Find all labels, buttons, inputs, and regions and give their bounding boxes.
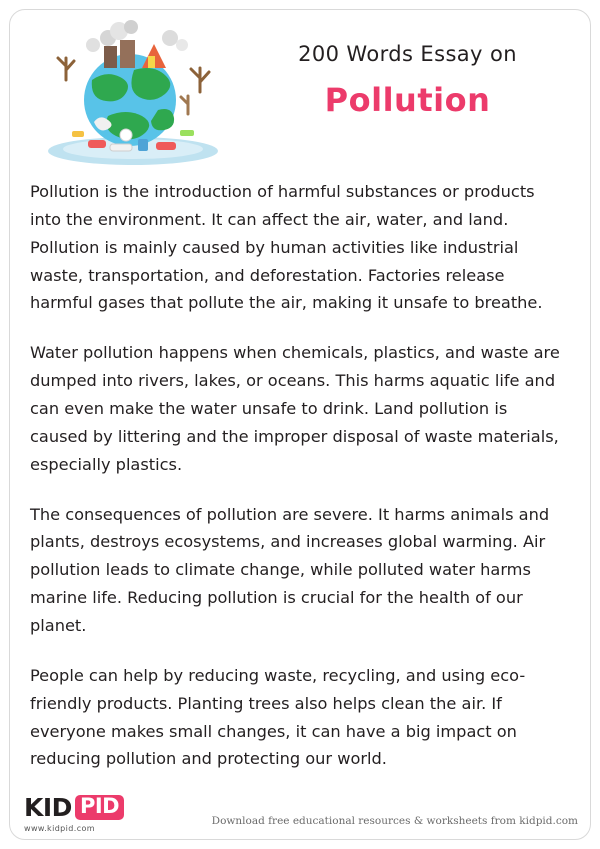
polluted-earth-illustration (30, 18, 240, 168)
page-title: Pollution (324, 81, 491, 120)
document-header (30, 18, 570, 168)
title-block (245, 42, 570, 119)
essay-subtitle: 200 Words Essay on (298, 42, 517, 66)
logo-url: www.kidpid.com (24, 824, 95, 833)
paragraph: Pollution is the introduction of harmful substances or products into the environment. It can affect the air, water, and land. Pollution is mainly caused by human activities like industrial waste, transportation, and deforestation. Factories release harmful gases that pollute the air, making it unsafe to breathe. (30, 182, 543, 313)
logo-text-kid: KID (24, 793, 72, 822)
kidpid-logo (24, 793, 124, 833)
logo-text-pid: PID (75, 795, 124, 820)
footer-note: Download free educational resources & worksheets from kidpid.com (211, 815, 578, 827)
page-footer (0, 785, 600, 835)
paragraph: Water pollution happens when chemicals, plastics, and waste are dumped into rivers, lakes, or oceans. This harms aquatic life and can even make the water unsafe to drink. Land pollution is caused by littering and the improper disposal of waste materials, especially plastics. (30, 343, 560, 474)
essay-body (30, 178, 570, 795)
paragraph: The consequences of pollution are severe. It harms animals and plants, destroys ecosystems, and increases global warming. Air pollution leads to climate change, while polluted water harms marine life. Reducing pollution is crucial for the health of our planet. (30, 504, 550, 636)
paragraph: People can help by reducing waste, recycling, and using eco-friendly products. Planting trees also helps clean the air. If everyone makes small changes, it can have a big impact on reducing pollution and protecting our world. (30, 665, 526, 769)
